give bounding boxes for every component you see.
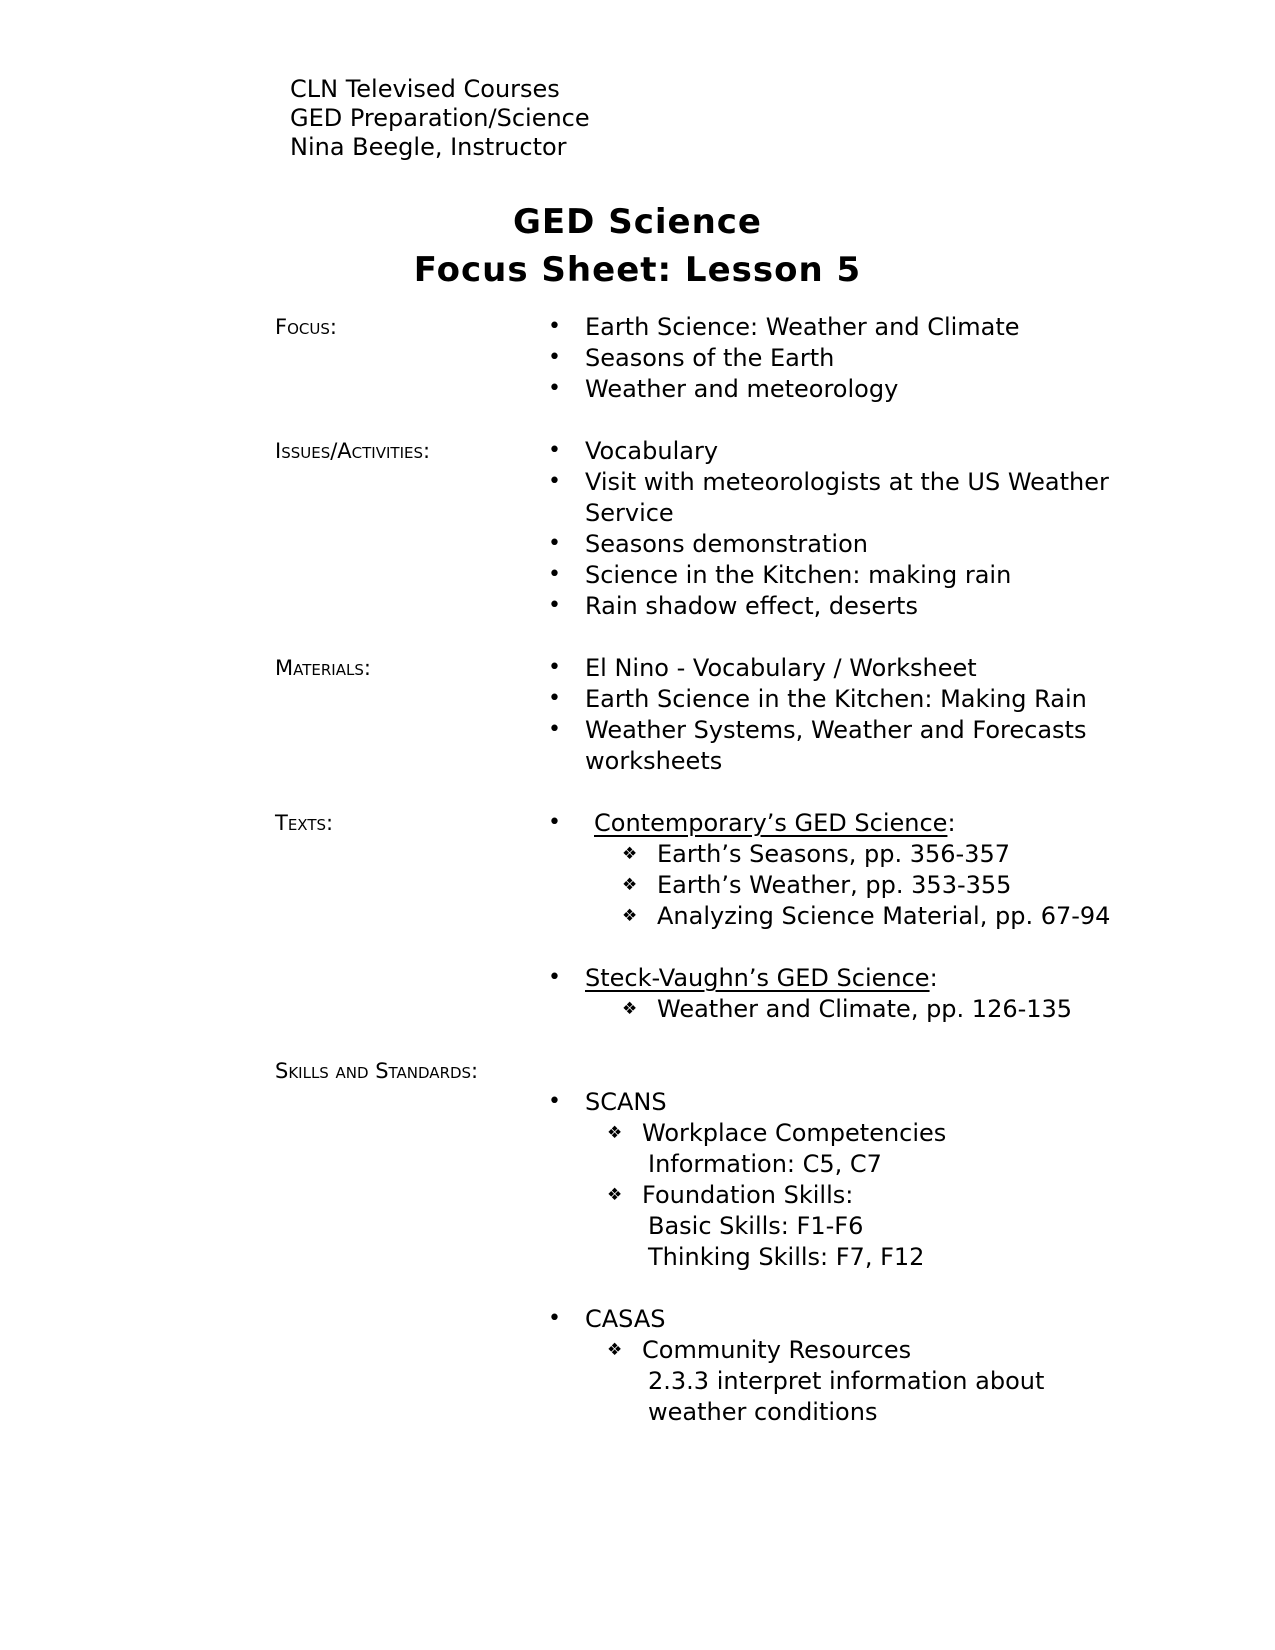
- bullet-icon: •: [548, 438, 561, 463]
- list-item: Weather Systems, Weather and Forecasts: [585, 716, 1087, 744]
- book-title-steck-vaughn: [585, 963, 938, 993]
- course-subject: GED Preparation/Science: [290, 104, 590, 132]
- bullet-icon: •: [548, 531, 561, 556]
- standard-detail: Basic Skills: F1-F6: [648, 1212, 864, 1240]
- bullet-icon: •: [548, 810, 561, 835]
- issues-label: Issues/Activities:: [275, 439, 431, 463]
- page-subtitle: Focus Sheet: Lesson 5: [413, 250, 862, 290]
- book-title-text: Steck-Vaughn’s GED Science: [585, 964, 930, 992]
- standard-detail: weather conditions: [648, 1398, 878, 1426]
- bullet-icon: •: [548, 965, 561, 990]
- diamond-bullet-icon: ❖: [607, 1123, 623, 1143]
- list-item: Weather and meteorology: [585, 375, 899, 403]
- list-item-continued: Service: [585, 499, 674, 527]
- casas-heading: CASAS: [585, 1305, 666, 1333]
- sub-list-item: Weather and Climate, pp. 126-135: [657, 995, 1073, 1023]
- diamond-bullet-icon: ❖: [607, 1185, 623, 1205]
- sub-list-item: Foundation Skills:: [642, 1181, 854, 1209]
- diamond-bullet-icon: ❖: [622, 875, 638, 895]
- list-item: Seasons demonstration: [585, 530, 868, 558]
- bullet-icon: •: [548, 655, 561, 680]
- book-title-text: Contemporary’s GED Science: [594, 809, 948, 837]
- sub-list-item: Analyzing Science Material, pp. 67-94: [657, 902, 1111, 930]
- focus-label: Focus:: [275, 315, 337, 339]
- list-item: Science in the Kitchen: making rain: [585, 561, 1012, 589]
- book-title-colon: :: [929, 964, 938, 992]
- book-title-colon: :: [947, 809, 956, 837]
- bullet-icon: •: [548, 314, 561, 339]
- standard-detail: Information: C5, C7: [648, 1150, 882, 1178]
- sub-list-item: Community Resources: [642, 1336, 912, 1364]
- diamond-bullet-icon: ❖: [622, 906, 638, 926]
- list-item: Earth Science: Weather and Climate: [585, 313, 1020, 341]
- skills-label: Skills and Standards:: [275, 1059, 479, 1083]
- bullet-icon: •: [548, 469, 561, 494]
- bullet-icon: •: [548, 376, 561, 401]
- sub-list-item: Earth’s Seasons, pp. 356-357: [657, 840, 1010, 868]
- list-item: El Nino - Vocabulary / Worksheet: [585, 654, 977, 682]
- instructor-name: Nina Beegle, Instructor: [290, 133, 567, 161]
- course-name: CLN Televised Courses: [290, 75, 560, 103]
- book-title-contemporary: [594, 808, 956, 838]
- scans-heading: SCANS: [585, 1088, 667, 1116]
- bullet-icon: •: [548, 1089, 561, 1114]
- sub-list-item: Earth’s Weather, pp. 353-355: [657, 871, 1012, 899]
- diamond-bullet-icon: ❖: [622, 844, 638, 864]
- materials-label: Materials:: [275, 656, 371, 680]
- list-item: Rain shadow effect, deserts: [585, 592, 918, 620]
- bullet-icon: •: [548, 686, 561, 711]
- standard-detail: Thinking Skills: F7, F12: [648, 1243, 925, 1271]
- diamond-bullet-icon: ❖: [607, 1340, 623, 1360]
- bullet-icon: •: [548, 345, 561, 370]
- diamond-bullet-icon: ❖: [622, 999, 638, 1019]
- texts-label: Texts:: [275, 811, 334, 835]
- bullet-icon: •: [548, 717, 561, 742]
- sub-list-item: Workplace Competencies: [642, 1119, 947, 1147]
- standard-detail: 2.3.3 interpret information about: [648, 1367, 1045, 1395]
- list-item: Vocabulary: [585, 437, 719, 465]
- list-item-continued: worksheets: [585, 747, 723, 775]
- list-item: Earth Science in the Kitchen: Making Rain: [585, 685, 1087, 713]
- bullet-icon: •: [548, 593, 561, 618]
- bullet-icon: •: [548, 1306, 561, 1331]
- list-item: Seasons of the Earth: [585, 344, 835, 372]
- bullet-icon: •: [548, 562, 561, 587]
- page-title: GED Science: [513, 202, 762, 242]
- list-item: Visit with meteorologists at the US Weather: [585, 468, 1109, 496]
